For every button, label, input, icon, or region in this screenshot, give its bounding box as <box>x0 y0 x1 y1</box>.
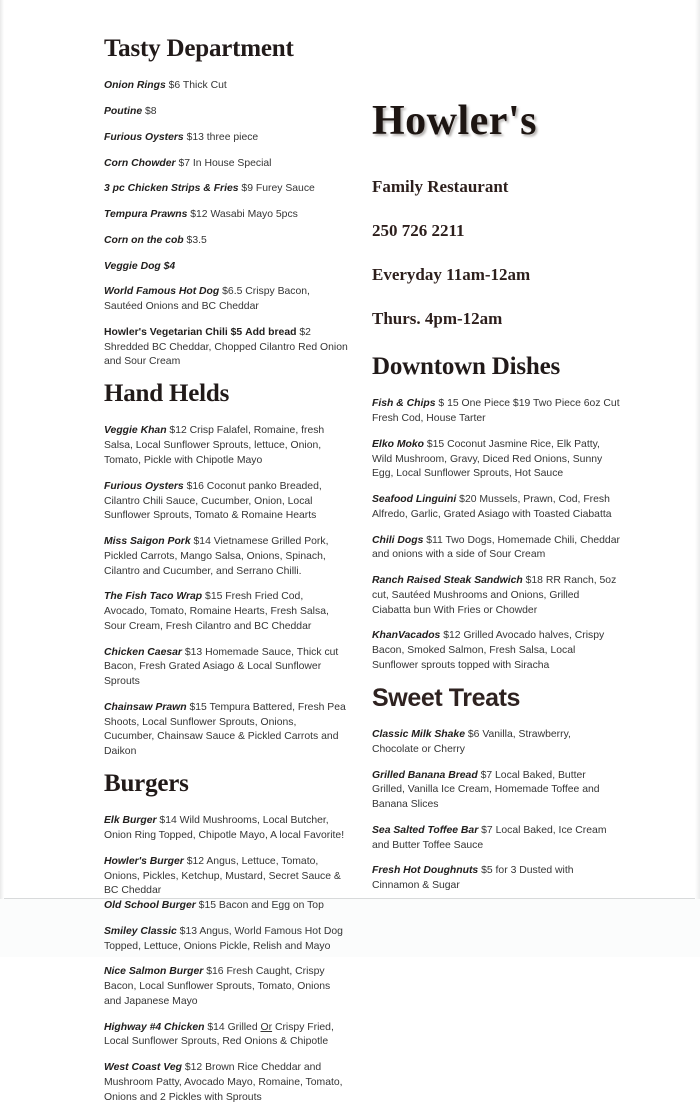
menu-item-name: Highway #4 Chicken <box>104 1021 205 1033</box>
restaurant-name: Howler's <box>372 98 537 144</box>
menu-item <box>104 208 348 223</box>
menu-item-name: Veggie Khan <box>104 425 167 437</box>
menu-item-description: $5 for 3 Dusted with Cinnamon & Sugar <box>372 865 574 892</box>
menu-item-description: $6 Vanilla, Strawberry, Chocolate or Cherry <box>372 728 571 755</box>
menu-item-list-sweet-treats <box>372 728 620 894</box>
menu-item-description: $13 Homemade Sauce, Thick cut Bacon, Fresh Grated Asiago & Local Sunflower Sprouts <box>104 646 339 688</box>
heading-spacer <box>104 797 348 814</box>
menu-item-description: $12 Crisp Falafel, Romaine, fresh Salsa, Local Sunflower Sprouts, lettuce, Onion, Tomato, Pickle with Chipotle Mayo <box>104 425 325 466</box>
menu-item-description: $16 Coconut panko Breaded, Cilantro Chili Sauce, Cucumber, Onion, Local Sunflower Sprouts, Tomato & Romaine Hearts <box>104 480 322 522</box>
hours-thursday: Thurs. 4pm-12am <box>372 309 503 328</box>
menu-item-description: $14 Grilled <box>204 1021 261 1033</box>
menu-item-name: The Fish Taco Wrap <box>104 591 203 603</box>
menu-item-description: $12 Grilled Avocado halves, Crispy Bacon, Smoked Salmon, Fresh Salsa, Local Sunflower sprouts topped with Siracha <box>372 630 605 671</box>
section-heading-downtown-dishes: Downtown Dishes <box>372 353 561 380</box>
menu-item-name: Chainsaw Prawn <box>104 701 187 713</box>
menu-item-emphasis: Or <box>260 1021 273 1033</box>
menu-item-description: $14 Wild Mushrooms, Local Butcher, Onion Ring Topped, Chipotle Mayo, A local Favorite! <box>104 815 345 842</box>
menu-item <box>104 1061 348 1105</box>
menu-item <box>104 234 348 249</box>
menu-item <box>104 646 348 690</box>
menu-item-description: $15 Fresh Fried Cod, Avocado, Tomato, Romaine Hearts, Fresh Salsa, Sour Cream, Fresh Cilantro and BC Cheddar <box>104 591 329 632</box>
menu-item <box>104 326 348 370</box>
menu-item-name: Furious Oysters <box>104 131 184 143</box>
hours-everyday: Everyday 11am-12am <box>372 265 531 284</box>
menu-item <box>372 397 620 427</box>
menu-item-name: Onion Rings <box>104 80 166 92</box>
menu-item <box>104 182 348 197</box>
menu-item-description: $12 Wasabi Mayo 5pcs <box>187 209 298 221</box>
menu-item <box>104 925 348 955</box>
menu-item-name: Tempura Prawns <box>104 209 188 221</box>
menu-item-name: Nice Salmon Burger <box>104 966 204 978</box>
menu-item <box>104 105 348 120</box>
menu-item-name: Furious Oysters <box>104 480 184 492</box>
menu-item <box>104 157 348 172</box>
menu-item <box>104 260 348 275</box>
menu-item <box>104 424 348 468</box>
menu-item-description: $8 <box>142 106 157 118</box>
menu-item-description: $15 Tempura Battered, Fresh Pea Shoots, Local Sunflower Sprouts, Onions, Cucumber, Chainsaw Sauce & Pickled Carrots and Daikon <box>104 701 346 758</box>
menu-item-name: Smiley Classic <box>104 925 177 937</box>
menu-item-description: $12 Brown Rice Cheddar and Mushroom Patty, Avocado Mayo, Romaine, Tomato, Onions and 2 Pickles with Sprouts <box>104 1062 343 1103</box>
menu-item-description: $16 Fresh Caught, Crispy Bacon, Local Sunflower Sprouts, Tomato, Onions and Japanese Mayo <box>104 966 331 1007</box>
menu-item-list-hand-helds <box>104 424 348 760</box>
menu-item-name: Elk Burger <box>104 815 157 827</box>
menu-item <box>104 814 348 844</box>
menu-item-description: $13 Angus, World Famous Hot Dog Topped, Lettuce, Onions Pickle, Relish and Mayo <box>104 925 343 952</box>
menu-item-description: $11 Two Dogs, Homemade Chili, Cheddar and onions with a side of Sour Cream <box>372 534 620 561</box>
menu-item-description: $9 Furey Sauce <box>238 183 315 195</box>
menu-item-list-tasty-department <box>104 79 348 370</box>
menu-item-name: Fish & Chips <box>372 398 436 410</box>
menu-item <box>104 855 348 899</box>
restaurant-tagline: Family Restaurant <box>372 177 509 196</box>
menu-item-name: Elko Moko <box>372 438 424 450</box>
menu-column-right <box>372 100 620 905</box>
menu-item <box>104 285 348 315</box>
menu-item-name: KhanVacados <box>372 630 441 642</box>
menu-item <box>372 728 620 758</box>
section-heading-burgers: Burgers <box>104 770 189 797</box>
menu-item-name: Poutine <box>104 106 143 118</box>
menu-item-name: Sea Salted Toffee Bar <box>372 824 479 836</box>
menu-item <box>372 629 620 673</box>
section-heading-hand-helds: Hand Helds <box>104 380 230 408</box>
menu-item-description: $2 Shredded BC Cheddar, Chopped Cilantro Red Onion and Sour Cream <box>104 326 348 368</box>
menu-item <box>104 899 348 914</box>
menu-item-description: $14 Vietnamese Grilled Pork, Pickled Carrots, Mango Salsa, Onions, Spinach, Cilantro and Cucumber, and Serrano Chilli. <box>104 536 329 577</box>
heading-spacer <box>372 711 620 728</box>
menu-item-name: Grilled Banana Bread <box>372 769 478 781</box>
heading-spacer <box>104 407 348 424</box>
menu-item-description: $ 15 One Piece $19 Two Piece 6oz Cut Fresh Cod, House Tarter <box>372 398 620 425</box>
menu-column-left <box>104 36 348 1117</box>
menu-item <box>104 79 348 94</box>
menu-item-description-cont: Crispy Fried, Local Sunflower Sprouts, Red Onions & Chipotle <box>104 1021 334 1048</box>
menu-item <box>372 769 620 813</box>
menu-item-name: Miss Saigon Pork <box>104 536 191 548</box>
section-heading-sweet-treats: Sweet Treats <box>372 683 521 712</box>
menu-item-name: Howler's Vegetarian Chili $5 <box>104 326 243 338</box>
menu-item <box>104 535 348 579</box>
menu-item <box>372 864 620 894</box>
menu-item-description: $7 Local Baked, Butter Grilled, Vanilla Ice Cream, Homemade Toffee and Banana Slices <box>372 769 600 811</box>
menu-item-description: $15 Coconut Jasmine Rice, Elk Patty, Wild Mushroom, Gravy, Diced Red Onions, Sunny Egg, Local Sunflower Sprouts, Hot Sauce <box>372 438 603 480</box>
menu-item <box>104 1021 348 1051</box>
menu-item-name: Chili Dogs <box>372 534 424 546</box>
menu-item <box>104 590 348 634</box>
menu-item-addon: Add bread <box>245 326 297 338</box>
menu-item-name: Classic Milk Shake <box>372 728 465 740</box>
restaurant-phone: 250 726 2211 <box>372 221 465 240</box>
menu-item-description: $6 Thick Cut <box>165 80 227 92</box>
section-heading-tasty-department: Tasty Department <box>104 35 294 62</box>
menu-item <box>104 701 348 760</box>
menu-item-name: Fresh Hot Doughnuts <box>372 865 479 877</box>
menu-item-list-burgers <box>104 814 348 1105</box>
menu-item-name: West Coast Veg <box>104 1062 182 1074</box>
heading-spacer <box>372 380 620 397</box>
menu-item-description: $7 In House Special <box>175 157 272 169</box>
menu-item-description: $13 three piece <box>183 131 259 143</box>
menu-item-description: $20 Mussels, Prawn, Cod, Fresh Alfredo, Garlic, Grated Asiago with Toasted Ciabatta <box>372 494 612 520</box>
menu-item <box>104 480 348 524</box>
menu-item <box>372 534 620 564</box>
menu-item <box>372 574 620 618</box>
menu-item-name: 3 pc Chicken Strips & Fries <box>104 183 239 195</box>
menu-item <box>104 131 348 146</box>
menu-item-description: $7 Local Baked, Ice Cream and Butter Toffee Sauce <box>372 824 607 851</box>
menu-item-name: Corn Chowder <box>104 157 176 169</box>
menu-item-name: Howler's Burger <box>104 855 184 867</box>
menu-item-list-downtown-dishes <box>372 397 620 673</box>
menu-item-name: Ranch Raised Steak Sandwich <box>372 575 523 587</box>
menu-item-name: Corn on the cob <box>104 234 184 246</box>
menu-item <box>372 438 620 482</box>
menu-item <box>104 965 348 1009</box>
menu-item-description: $6.5 Crispy Bacon, Sautéed Onions and BC Cheddar <box>104 286 310 313</box>
menu-item-name: Seafood Linguini <box>372 494 457 506</box>
menu-item-description: $15 Bacon and Egg on Top <box>195 900 324 912</box>
menu-item-name: Old School Burger <box>104 900 196 912</box>
menu-item-name: World Famous Hot Dog <box>104 286 220 298</box>
menu-item-description: $12 Angus, Lettuce, Tomato, Onions, Pickles, Ketchup, Mustard, Secret Sauce & BC Cheddar <box>104 855 341 897</box>
heading-spacer <box>104 62 348 79</box>
menu-item <box>372 493 620 523</box>
menu-item <box>372 824 620 854</box>
menu-item-name: Veggie Dog $4 <box>104 260 176 272</box>
menu-item-name: Chicken Caesar <box>104 646 182 658</box>
menu-item-description: $3.5 <box>183 234 207 246</box>
menu-item-description: $18 RR Ranch, 5oz cut, Sautéed Mushrooms and Onions, Grilled Ciabatta bun With Fries or Chowder <box>372 575 617 616</box>
